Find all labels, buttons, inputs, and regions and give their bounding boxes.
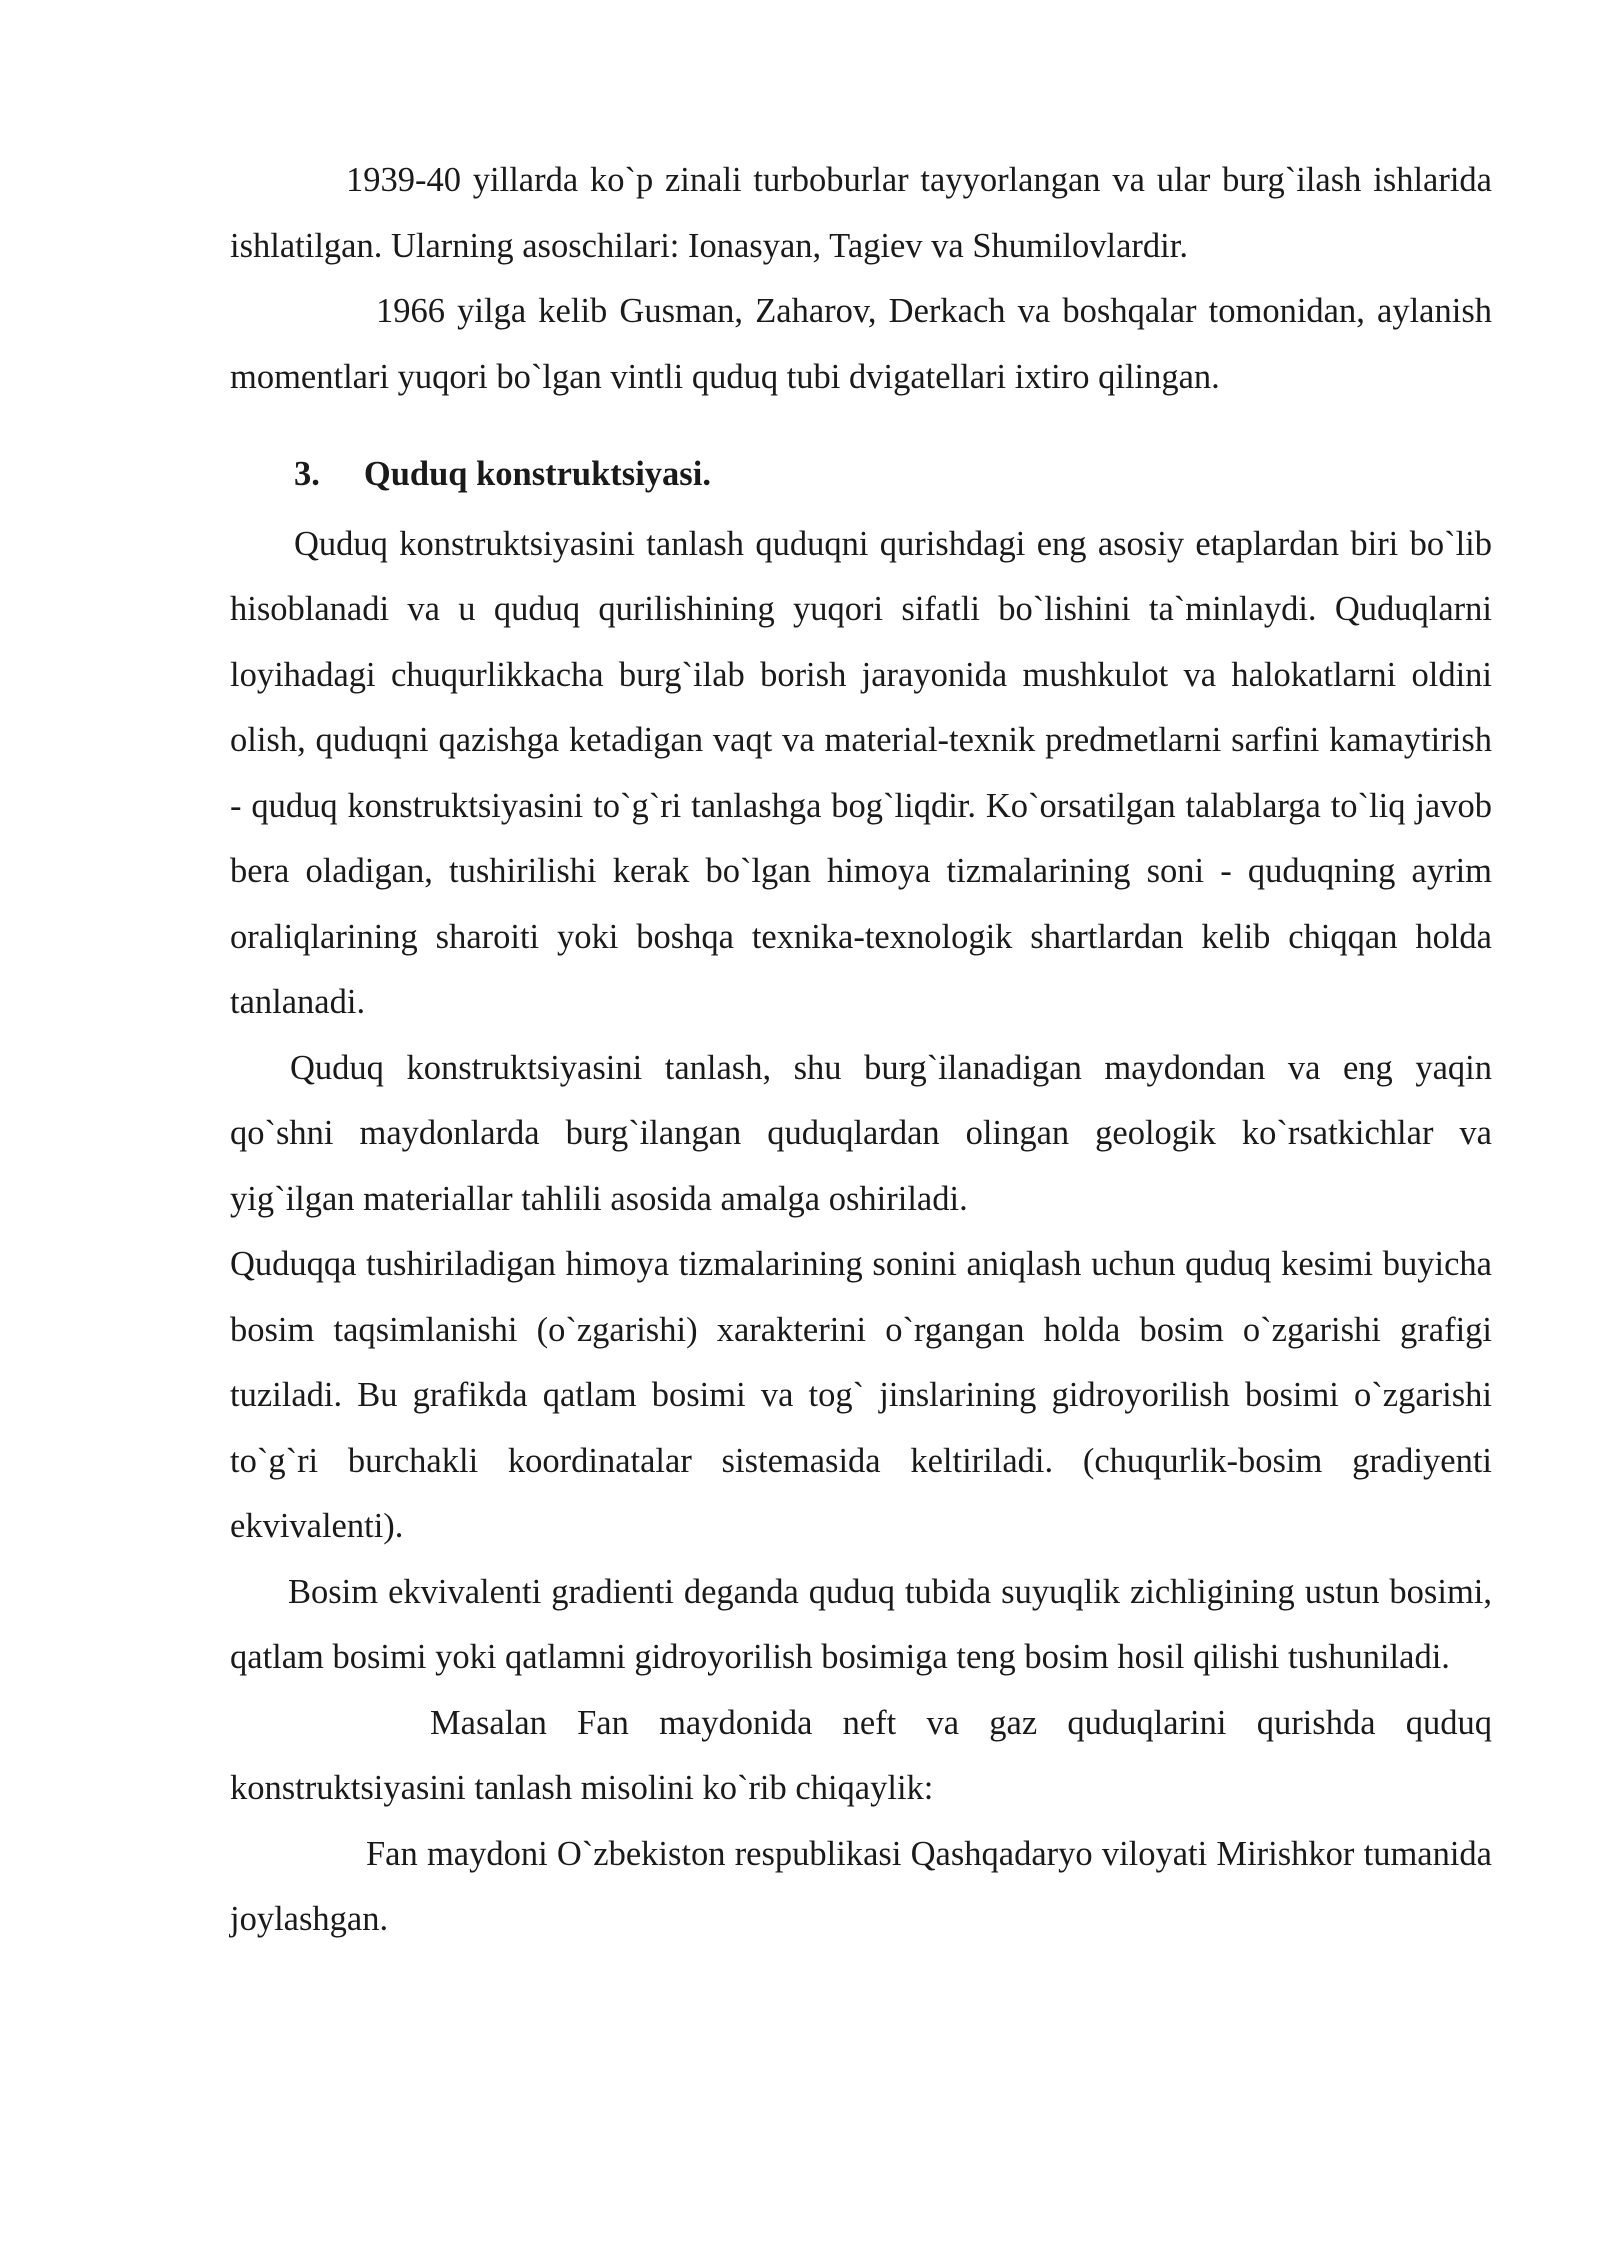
paragraph-screw-motors: 1966 yilga kelib Gusman, Zaharov, Derkach va boshqalar tomonidan, aylanish momentlari yuqori bo`lgan vintli quduq tubi dvigatellari ixtiro qilingan. [230, 292, 1492, 396]
paragraph-geological-data: Quduq konstruktsiyasini tanlash, shu burg`ilanadigan maydondan va eng yaqin qo`shni maydonlarda burg`ilangan quduqlardan olingan geologik ko`rsatkichlar va yig`ilgan materiallar tahlili asosida amalga oshiriladi. [230, 1048, 1492, 1218]
paragraph-construction-choice: Quduq konstruktsiyasini tanlash quduqni qurishdagi eng asosiy etaplardan biri bo`lib hisoblanadi va u quduq qurilishining yuqori sifatli bo`lishini ta`minlaydi. Quduqlarni loyihadagi chuqurlikkacha burg`ilab borish jarayonida mushkulot va halokatlarni oldini olish, quduqni qazishga ketadigan vaqt va material-texnik predmetlarni sarfini kamaytirish - quduq konstruktsiyasini to`g`ri tanlashga bog`liqdir. Ko`orsatilgan talablarga to`liq javob bera oladigan, tushirilishi kerak bo`lgan himoya tizmalarining soni - quduqning ayrim oraliqlarining sharoiti yoki boshqa texnika-texnologik shartlardan kelib chiqqan holda tanlanadi. [230, 524, 1492, 1021]
paragraph-pressure-graph: Quduqqa tushiriladigan himoya tizmalarining sonini aniqlash uchun quduq kesimi buyicha bosim taqsimlanishi (o`zgarishi) xarakterini o`rgangan holda bosim o`zgarishi grafigi tuziladi. Bu grafikda qatlam bosimi va tog` jinslarining gidroyorilish bosimi o`zgarishi to`g`ri burchakli koordinatalar sistemasida keltiriladi. (chuqurlik-bosim gradiyenti ekvivalenti). [230, 1245, 1492, 1545]
section-heading [230, 442, 1492, 508]
section-title: Quduq konstruktsiyasi. [363, 455, 711, 493]
document-body [230, 148, 1492, 1953]
paragraph-fan-example: Masalan Fan maydonida neft va gaz quduqlarini qurishda quduq konstruktsiyasini tanlash misolini ko`rib chiqaylik: [230, 1703, 1492, 1807]
paragraph-fan-location: Fan maydoni O`zbekiston respublikasi Qashqadaryo viloyati Mirishkor tumanida joylashgan. [230, 1834, 1492, 1938]
section-number: 3. [294, 455, 320, 493]
paragraph-pressure-gradient: Bosim ekvivalenti gradienti deganda quduq tubida suyuqlik zichligining ustun bosimi, qatlam bosimi yoki qatlamni gidroyorilish bosimiga teng bosim hosil qilishi tushuniladi. [230, 1572, 1492, 1676]
paragraph-turbobur-history: 1939-40 yillarda ko`p zinali turboburlar tayyorlangan va ular burg`ilash ishlarida ishlatilgan. Ularning asoschilari: Ionasyan, Tagiev va Shumilovlardir. [230, 161, 1492, 265]
